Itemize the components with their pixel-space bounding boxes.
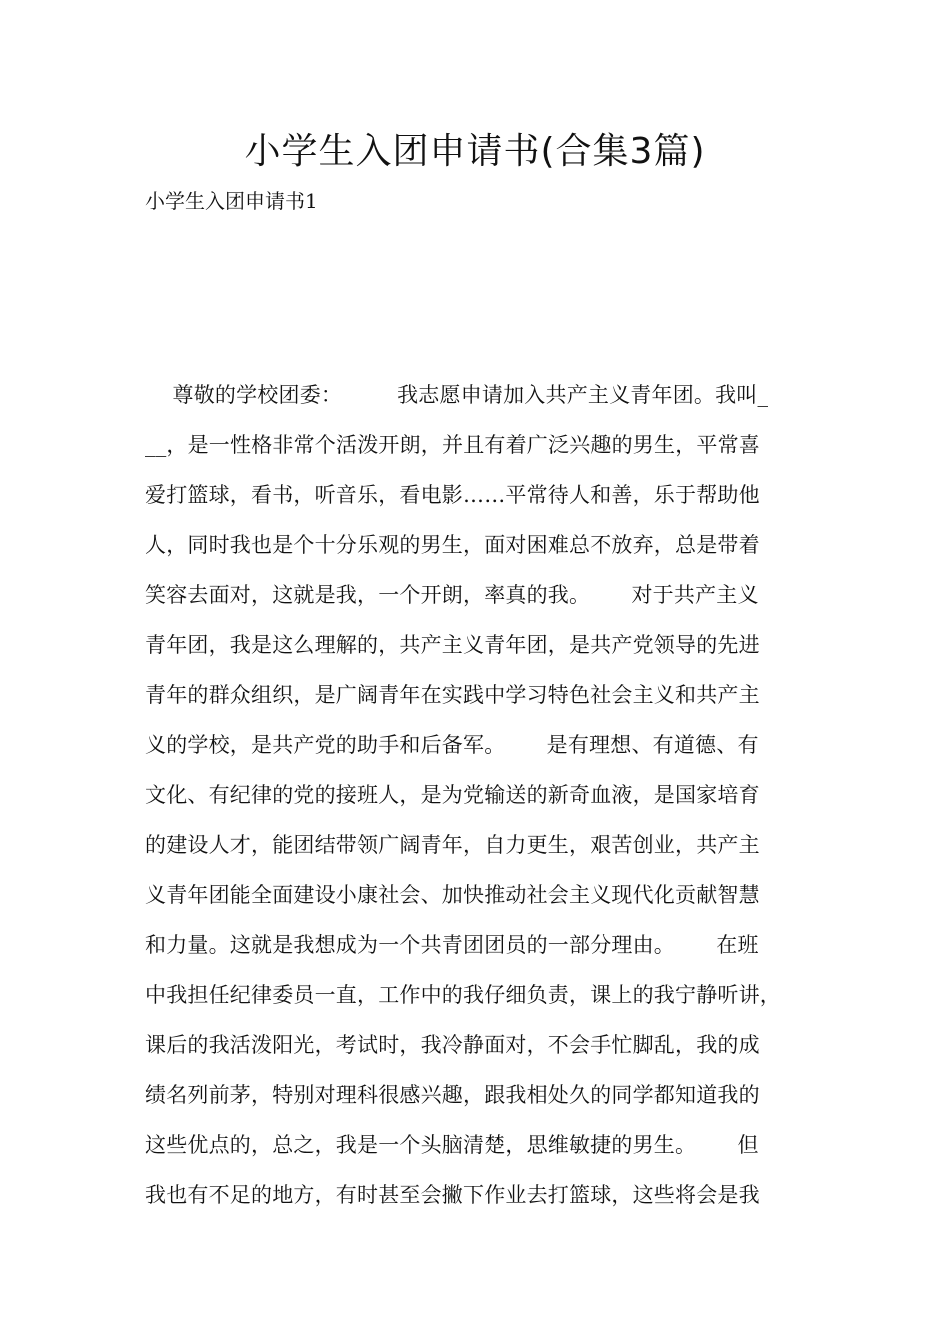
body-line-17: 我也有不足的地方，有时甚至会撇下作业去打篮球，这些将会是我 xyxy=(145,1183,760,1207)
body-line-8: 义的学校，是共产党的助手和后备军。 是有理想、有道德、有 xyxy=(145,733,759,757)
body-line-14: 课后的我活泼阳光，考试时，我冷静面对，不会手忙脚乱，我的成 xyxy=(145,1033,760,1057)
body-line-3: 爱打篮球，看书，听音乐，看电影……平常待人和善，乐于帮助他 xyxy=(145,483,760,507)
body-line-9: 文化、有纪律的党的接班人，是为党输送的新奇血液，是国家培育 xyxy=(145,783,760,807)
body-line-4: 人，同时我也是个十分乐观的男生，面对困难总不放弃，总是带着 xyxy=(145,533,760,557)
body-line-6: 青年团，我是这么理解的，共产主义青年团，是共产党领导的先进 xyxy=(145,633,760,657)
body-line-16: 这些优点的，总之，我是一个头脑清楚，思维敏捷的男生。 但 xyxy=(145,1133,759,1157)
body-line-12: 和力量。这就是我想成为一个共青团团员的一部分理由。 在班 xyxy=(145,933,759,957)
body-line-2: __，是一性格非常个活泼开朗，并且有着广泛兴趣的男生，平常喜 xyxy=(145,433,760,457)
body-line-1: 尊敬的学校团委： 我志愿申请加入共产主义青年团。我叫_ xyxy=(145,383,769,407)
body-line-15: 绩名列前茅，特别对理科很感兴趣，跟我相处久的同学都知道我的 xyxy=(145,1083,760,1107)
body-text xyxy=(145,380,825,1230)
body-line-13: 中我担任纪律委员一直，工作中的我仔细负责，课上的我宁静听讲， xyxy=(145,983,781,1007)
document-title: 小学生入团申请书(合集3篇) xyxy=(244,131,706,172)
body-line-10: 的建设人才，能团结带领广阔青年，自力更生，艰苦创业，共产主 xyxy=(145,833,760,857)
document-subtitle: 小学生入团申请书1 xyxy=(145,189,318,213)
body-line-11: 义青年团能全面建设小康社会、加快推动社会主义现代化贡献智慧 xyxy=(145,883,760,907)
body-line-7: 青年的群众组织，是广阔青年在实践中学习特色社会主义和共产主 xyxy=(145,683,760,707)
body-line-5: 笑容去面对，这就是我，一个开朗，率真的我。 对于共产主义 xyxy=(145,583,759,607)
